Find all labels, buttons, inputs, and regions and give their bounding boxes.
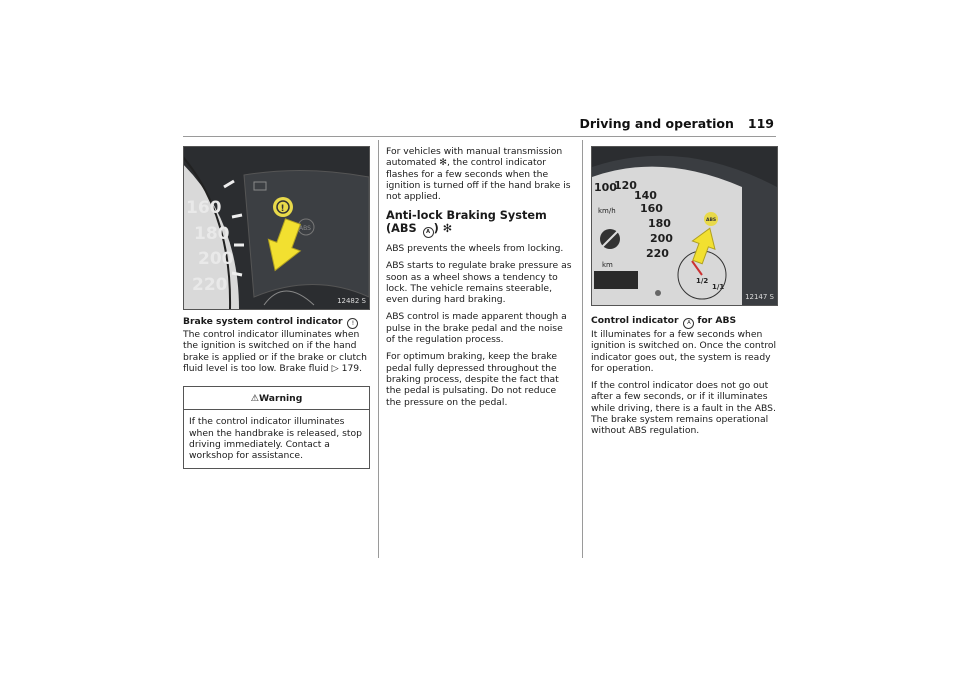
gauge-label: 180 [648, 217, 671, 230]
column-2 [386, 146, 574, 414]
svg-text:ABS: ABS [706, 218, 717, 223]
speed-unit: km/h [598, 207, 616, 215]
page-ref-arrow-icon: ▷ [331, 362, 339, 374]
star-icon: ✻ [439, 157, 447, 169]
column-divider-2 [582, 140, 583, 558]
instrument-cluster-illustration [184, 147, 369, 309]
gauge-label: 220 [646, 247, 669, 260]
speedometer-illustration [592, 147, 777, 305]
gauge-label: 140 [634, 189, 657, 202]
brake-indicator-photo [183, 146, 370, 310]
page-number: 119 [747, 116, 774, 131]
svg-text:!: ! [280, 204, 285, 214]
column-3 [591, 146, 777, 443]
gauge-label: 180 [194, 224, 230, 244]
warning-header [184, 387, 369, 410]
gauge-label: 100 [594, 181, 617, 194]
gauge-label: 200 [198, 249, 234, 269]
heading-close-paren: ) [433, 221, 439, 235]
paragraph: If the control indicator does not go out after a few seconds, or if it illuminates while driving, there is a fault in the ABS. The brake system remains operational without ABS regulation. [591, 380, 776, 437]
warning-box [183, 386, 370, 468]
fuel-label: 1/2 [696, 277, 709, 285]
paragraph: ABS prevents the wheels from locking. [386, 242, 564, 254]
gauge-label: 160 [186, 198, 222, 218]
paragraph: ABS control is made apparent though a pulse in the brake pedal and the noise of the regulation process. [386, 311, 567, 346]
figure-number: 12482 S [337, 296, 366, 305]
brake-warning-icon: ! [347, 318, 358, 329]
figure-number: 12147 S [745, 292, 774, 301]
gauge-label: 160 [640, 202, 663, 215]
section-title: Driving and operation [579, 116, 734, 131]
caption-body: It illuminates for a few seconds when ignition is switched on. Once the control indicator goes out, the system is ready for operation. [591, 329, 777, 374]
automated-transmission-note [386, 146, 574, 202]
warning-title: Warning [258, 393, 303, 405]
caption-title-suffix: for ABS [697, 315, 737, 326]
warning-triangle-icon: ⚠ [250, 393, 259, 405]
section-heading-abs [386, 210, 574, 238]
odometer-unit: km [602, 261, 613, 269]
running-header [579, 116, 774, 131]
figure-caption [591, 315, 777, 374]
caption-body: The control indicator illuminates when the ignition is switched on if the hand brake is applied or if the brake or clutch fluid level is too low. Brake fluid [183, 329, 367, 374]
paragraph: For optimum braking, keep the brake pedal fully depressed throughout the braking process, despite the fact that the pedal is pulsating. Do not reduce the pressure on the pedal. [386, 351, 559, 408]
heading-line-1: Anti-lock Braking System [386, 209, 547, 223]
intro-text-after: , the control indicator flashes for a few seconds when the ignition is turned off if the hand brake is not applied. [386, 157, 571, 203]
fuel-label: 1/1 [712, 283, 725, 291]
abs-icon: A [423, 227, 434, 238]
caption-title: Brake system control indicator [183, 316, 343, 327]
column-1 [183, 146, 370, 469]
warning-body: If the control indicator illuminates when the handbrake is released, stop driving immediately. Contact a workshop for assistance. [189, 416, 362, 462]
paragraph: ABS starts to regulate brake pressure as soon as a wheel shows a tendency to lock. The vehicle remains steerable, even during hard braking. [386, 260, 572, 306]
abs-icon: A [683, 318, 694, 329]
caption-title: Control indicator [591, 315, 679, 326]
gauge-label: 120 [614, 179, 637, 192]
intro-text: For vehicles with manual transmission automated [386, 146, 563, 169]
abs-indicator-photo [591, 146, 778, 306]
gauge-label: 200 [650, 232, 673, 245]
svg-text:ABS: ABS [299, 225, 311, 232]
column-divider-1 [378, 140, 379, 558]
figure-caption [183, 316, 370, 374]
star-icon: ✻ [442, 221, 453, 235]
header-rule [183, 136, 776, 137]
caption-ref: 179. [341, 362, 363, 374]
heading-line-2: (ABS [386, 221, 417, 235]
gauge-label: 220 [192, 275, 228, 295]
